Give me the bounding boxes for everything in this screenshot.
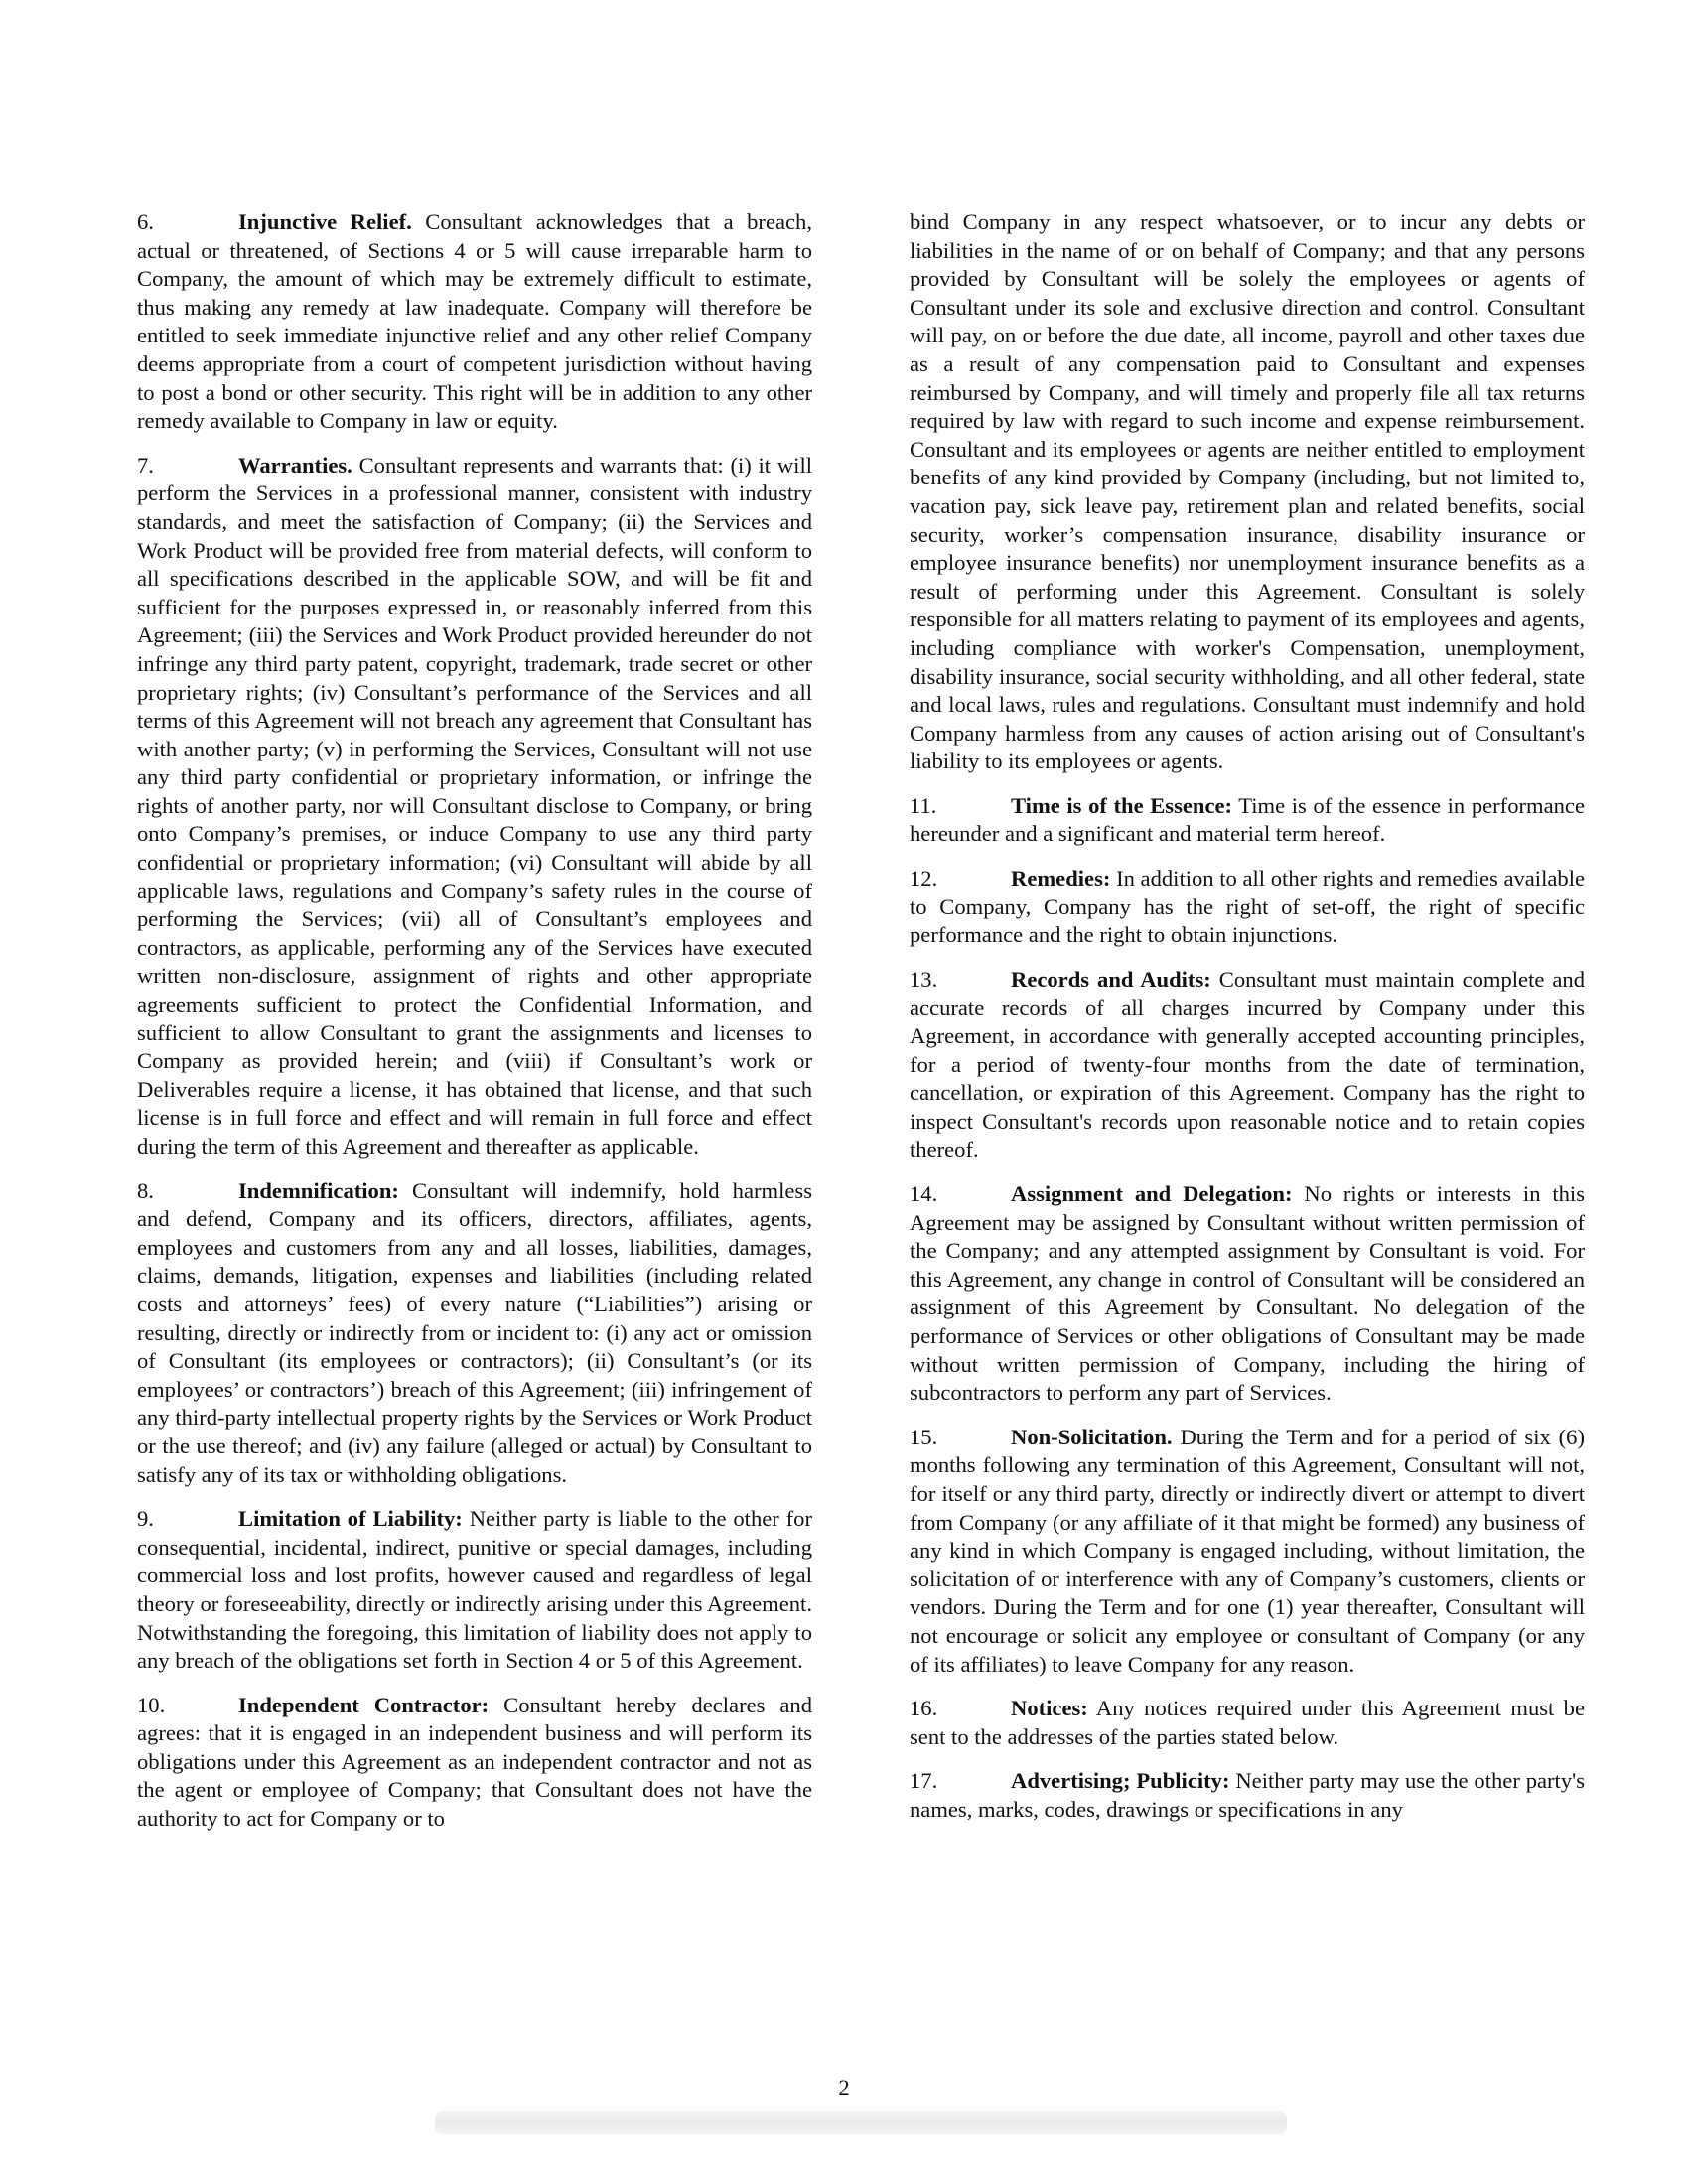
section-number: 7.	[137, 452, 154, 478]
section-number: 15.	[910, 1424, 938, 1449]
section-text: Time is of the essence in performance hereunder and a significant and material term hereof.	[910, 792, 1585, 847]
section-10	[137, 1692, 812, 1834]
section-heading: Time is of the Essence:	[1011, 792, 1233, 818]
section-text: Neither party may use the other party's names, marks, codes, drawings or specifications in any	[910, 1768, 1585, 1822]
section-10-continuation: bind Company in any respect whatsoever, or to incur any debts or liabilities in the name of or on behalf of Company; and that any persons provided by Consultant will be solely the employees or agents of Consultant under its sole and exclusive direction and control. Consultant will pay, on or before the due date, all income, payroll and other taxes due as a result of any compensation paid to Consultant and expenses reimbursed by Company, and will timely and properly file all tax returns required by law with regard to such income and expense reimbursement. Consultant and its employees or agents are neither entitled to employment benefits of any kind provided by Company (including, but not limited to, vacation pay, sick leave pay, retirement plan and related benefits, social security, worker’s compensation insurance, disability insurance or employee insurance benefits) nor unemployment insurance benefits as a result of performing under this Agreement. Consultant is solely responsible for all matters relating to payment of its employees and agents, including compliance with worker's Compensation, unemployment, disability insurance, social security withholding, and all other federal, state and local laws, rules and regulations. Consultant must indemnify and hold Company harmless from any causes of action arising out of Consultant's liability to its employees or agents.	[910, 209, 1585, 774]
right-column	[910, 208, 1585, 1840]
section-number: 16.	[910, 1696, 938, 1721]
section-heading: Independent Contractor:	[238, 1692, 490, 1717]
section-number: 14.	[910, 1181, 938, 1206]
section-text: No rights or interests in this Agreement may be assigned by Consultant without written permission of the Company; and any attempted assignment by Consultant is void. For this Agreement, any change in control of Consultant will be considered an assignment of this Agreement by Consultant. No delegation of the performance of Services or other obligations of Consultant may be made without written permission of Company, including the hiring of subcontractors to perform any part of Services.	[910, 1181, 1585, 1406]
section-7	[137, 452, 812, 1161]
section-12	[910, 865, 1585, 950]
section-text: In addition to all other rights and remedies available to Company, Company has the right of set-off, the right of specific performance and the right to obtain injunctions.	[910, 866, 1585, 948]
section-11	[910, 792, 1585, 849]
section-number: 17.	[910, 1768, 938, 1794]
footer-scan-artifact	[435, 2111, 1287, 2134]
section-text: Consultant must maintain complete and accurate records of all charges incurred by Company under this Agreement, in accordance with generally accepted accounting principles, for a period of twenty-four months from the date of termination, cancellation, or expiration of this Agreement. Company has the right to inspect Consultant's records upon reasonable notice and to retain copies thereof.	[910, 966, 1585, 1162]
section-heading: Assignment and Delegation:	[1011, 1181, 1293, 1206]
left-column	[137, 208, 812, 1849]
section-text: During the Term and for a period of six (6) months following any termination of this Agreement, Consultant will not, for itself or any third party, directly or indirectly divert or attempt to divert from Company (or any affiliate of it that might be formed) any business of any kind in which Company is engaged including, without limitation, the solicitation of or interference with any of Company’s customers, clients or vendors. During the Term and for one (1) year thereafter, Consultant will not encourage or solicit any employee or consultant of Company (or any of its affiliates) to leave Company for any reason.	[910, 1424, 1585, 1677]
section-8	[137, 1177, 812, 1490]
section-heading: Warranties.	[238, 452, 352, 478]
section-9	[137, 1505, 812, 1676]
section-text: Any notices required under this Agreement must be sent to the addresses of the parties stated below.	[910, 1696, 1585, 1749]
section-6	[137, 208, 812, 436]
section-17	[910, 1767, 1585, 1824]
section-text: Consultant acknowledges that a breach, actual or threatened, of Sections 4 or 5 will cause irreparable harm to Company, the amount of which may be extremely difficult to estimate, thus making any remedy at law inadequate. Company will therefore be entitled to seek immediate injunctive relief and any other relief Company deems appropriate from a court of competent jurisdiction without having to post a bond or other security. This right will be in addition to any other remedy available to Company in law or equity.	[137, 209, 812, 434]
section-number: 11.	[910, 792, 937, 818]
section-heading: Notices:	[1011, 1696, 1088, 1721]
section-heading: Non-Solicitation.	[1011, 1424, 1173, 1449]
section-number: 8.	[137, 1177, 154, 1203]
section-heading: Advertising; Publicity:	[1011, 1768, 1230, 1794]
section-15	[910, 1424, 1585, 1679]
section-heading: Indemnification:	[238, 1177, 399, 1203]
section-text: Neither party is liable to the other for consequential, incidental, indirect, punitive or special damages, including commercial loss and lost profits, however caused and regardless of legal theory or foreseeability, directly or indirectly arising under this Agreement. Notwithstanding the foregoing, this limitation of liability does not apply to any breach of the obligations set forth in Section 4 or 5 of this Agreement.	[137, 1506, 813, 1674]
section-text: Consultant represents and warrants that: (i) it will perform the Services in a professional manner, consistent with industry standards, and meet the satisfaction of Company; (ii) the Services and Work Product will be provided free from material defects, will conform to all specifications described in the applicable SOW, and will be fit and sufficient for the purposes expressed in, or reasonably inferred from this Agreement; (iii) the Services and Work Product provided hereunder do not infringe any third party patent, copyright, trademark, trade secret or other proprietary rights; (iv) Consultant’s performance of the Services and all terms of this Agreement will not breach any agreement that Consultant has with another party; (v) in performing the Services, Consultant will not use any third party confidential or proprietary information, or infringe the rights of another party, nor will Consultant disclose to Company, or bring onto Company’s premises, or induce Company to use any third party confidential or proprietary information; (vi) Consultant will abide by all applicable laws, regulations and Company’s safety rules in the course of performing the Services; (vii) all of Consultant’s employees and contractors, as applicable, performing any of the Services have executed written non-disclosure, assignment of rights and other appropriate agreements sufficient to protect the Confidential Information, and sufficient to allow Consultant to grant the assignments and licenses to Company as provided herein; and (viii) if Consultant’s work or Deliverables require a license, it has obtained that license, and that such license is in full force and effect and will remain in full force and effect during the term of this Agreement and thereafter as applicable.	[137, 452, 812, 1159]
section-text: Consultant will indemnify, hold harmless and defend, Company and its officers, directors, affiliates, agents, employees and customers from any and all losses, liabilities, damages, claims, demands, litigation, expenses and liabilities (including related costs and attorneys’ fees) of every nature (“Liabilities”) arising or resulting, directly or indirectly from or incident to: (i) any act or omission of Consultant (its employees or contractors); (ii) Consultant’s (or its employees’ or contractors’) breach of this Agreement; (iii) infringement of any third-party intellectual property rights by the Services or Work Product or the use thereof; and (iv) any failure (alleged or actual) by Consultant to satisfy any of its tax or withholding obligations.	[137, 1177, 812, 1487]
section-text: Consultant hereby declares and agrees: that it is engaged in an independent business and will perform its obligations under this Agreement as an independent contractor and not as the agent or employee of Company; that Consultant does not have the authority to act for Company or to	[137, 1692, 813, 1832]
section-16	[910, 1695, 1585, 1751]
section-heading: Records and Audits:	[1011, 966, 1211, 992]
section-heading: Remedies:	[1011, 866, 1111, 891]
page-number: 2	[838, 2075, 850, 2100]
section-number: 10.	[137, 1692, 166, 1717]
section-13	[910, 966, 1585, 1164]
section-number: 13.	[910, 966, 938, 992]
section-heading: Limitation of Liability:	[238, 1506, 463, 1532]
section-number: 6.	[137, 209, 154, 234]
section-14	[910, 1180, 1585, 1408]
section-number: 9.	[137, 1506, 154, 1532]
section-heading: Injunctive Relief.	[238, 209, 412, 234]
section-number: 12.	[910, 866, 938, 891]
